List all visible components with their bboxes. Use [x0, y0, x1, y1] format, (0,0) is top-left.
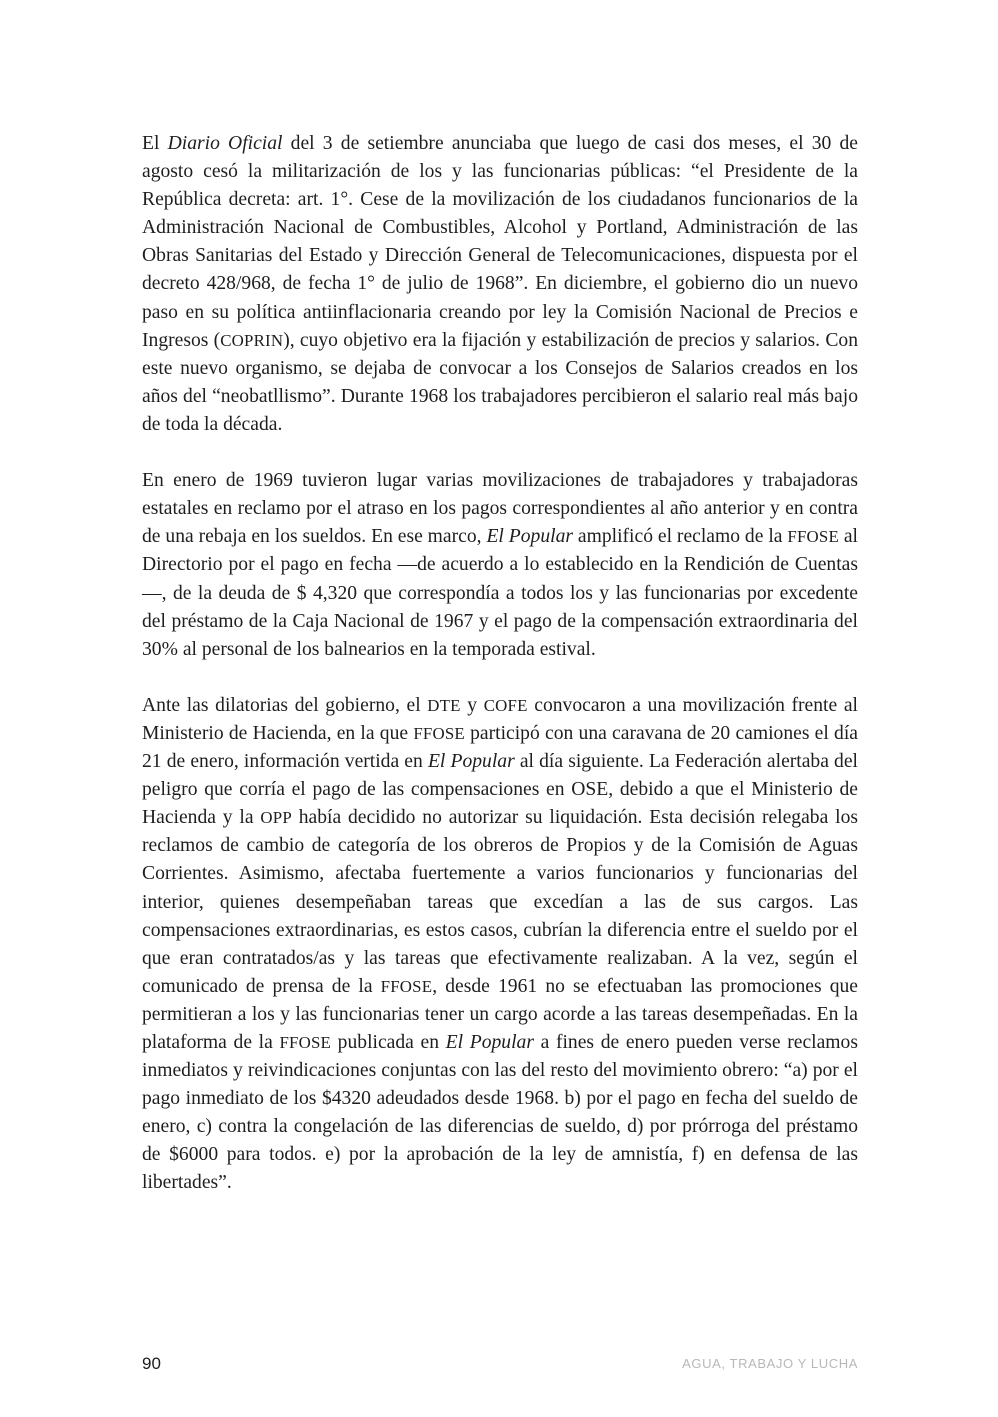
- body-text: [142, 130, 858, 1198]
- acronym: COFE: [483, 695, 528, 715]
- italic-title: El Popular: [445, 1032, 534, 1053]
- italic-title: El Popular: [486, 526, 573, 548]
- text-run: al día siguiente. La Federación alertaba del peligro que corría el pago de las compensaciones en OSE, debido a que el Ministerio de Hacienda y la: [142, 751, 858, 829]
- text-run: amplificó el reclamo de la: [573, 526, 788, 548]
- text-run: publicada en: [331, 1032, 446, 1053]
- text-run: Ante las dilatorias del gobierno, el: [142, 694, 428, 716]
- text-run: participó con una caravana de 20 camiones el día 21 de enero, información vertida en: [142, 722, 858, 773]
- text-run: había decidido no autorizar su liquidación. Esta decisión relegaba los reclamos de cambio de categoría de los obreros de Propios y de la Comisión de Aguas Corrientes. Asimismo, afectaba fuertemente a varios funcionarios y funcionarias del interior, quienes desempeñaban tareas que excedían a las de sus cargos. Las compensaciones extraordinarias, es estos casos, cubrían la diferencia entre el sueldo por el que eran contratados/as y las tareas que efectivamente realizaban. A la vez, según el comunicado de prensa de la: [142, 807, 858, 997]
- text-run: del 3 de setiembre anunciaba que luego de casi dos meses, el 30 de agosto cesó la militarización de los y las funcionarias públicas: “el Presidente de la República decreta: art. 1°. Cese de la movilización de los ciudadanos funcionarios de la Administración Nacional de Combustibles, Alcohol y Portland, Administración de las Obras Sanitarias del Estado y Dirección General de Telecomunicaciones, dispuesta por el decreto 428/968, de fecha 1° de julio de 1968”. En diciembre, el gobierno dio un nuevo paso en su política antiinflacionaria creando por ley la Comisión Nacional de Precios e Ingresos (: [142, 133, 858, 351]
- italic-title: Diario Oficial: [167, 133, 283, 154]
- text-run: al Directorio por el pago en fecha —de acuerdo a lo establecido en la Rendición de Cuentas—, de la deuda de $ 4,320 que correspondía a todos los y las funcionarias por excedente del préstamo de la Caja Nacional de 1967 y el pago de la compensación extraordinaria del 30% al personal de los balnearios en la temporada estival.: [142, 526, 858, 660]
- running-footer-title: AGUA, TRABAJO Y LUCHA: [682, 1356, 858, 1371]
- text-run: El: [142, 133, 168, 154]
- paragraph: [142, 130, 858, 439]
- italic-title: El Popular: [427, 751, 515, 773]
- acronym: FFOSE: [380, 976, 433, 996]
- text-run: a fines de enero pueden verse reclamos inmediatos y reivindicaciones conjuntas con las del resto del movimiento obrero: “a) por el pago inmediato de los $4320 adeudados desde 1968. b) por el pago en fecha del sueldo de enero, c) contra la congelación de las diferencias de sueldo, d) por prórroga del préstamo de $6000 para todos. e) por la aprobación de la ley de amnistía, f) en defensa de las libertades”.: [142, 1032, 858, 1194]
- text-run: , desde 1961 no se efectuaban las promociones que permitieran a los y las funcionarias tener un cargo acorde a las tareas desempeñadas. En la plataforma de la: [142, 975, 858, 1053]
- acronym: FFOSE: [279, 1033, 332, 1052]
- paragraph: [142, 467, 858, 664]
- acronym: OPP: [260, 808, 292, 828]
- acronym: FFOSE: [413, 723, 465, 743]
- paragraph: [142, 692, 858, 1198]
- page-number: 90: [142, 1354, 161, 1373]
- text-run: En enero de 1969 tuvieron lugar varias movilizaciones de trabajadores y trabajadoras estatales en reclamo por el atraso en los pagos correspondientes al año anterior y en contra de una rebaja en los sueldos. En ese marco,: [142, 470, 858, 548]
- acronym: DTE: [427, 695, 461, 715]
- text-run: y: [460, 694, 484, 716]
- acronym: COPRIN: [220, 330, 284, 350]
- text-run: ), cuyo objetivo era la fijación y estabilización de precios y salarios. Con este nuevo organismo, se dejaba de convocar a los Consejos de Salarios creados en los años del “neobatllismo”. Durante 1968 los trabajadores percibieron el salario real más bajo de toda la década.: [142, 329, 858, 435]
- text-run: convocaron a una movilización frente al Ministerio de Hacienda, en la que: [142, 694, 858, 744]
- acronym: FFOSE: [787, 527, 839, 547]
